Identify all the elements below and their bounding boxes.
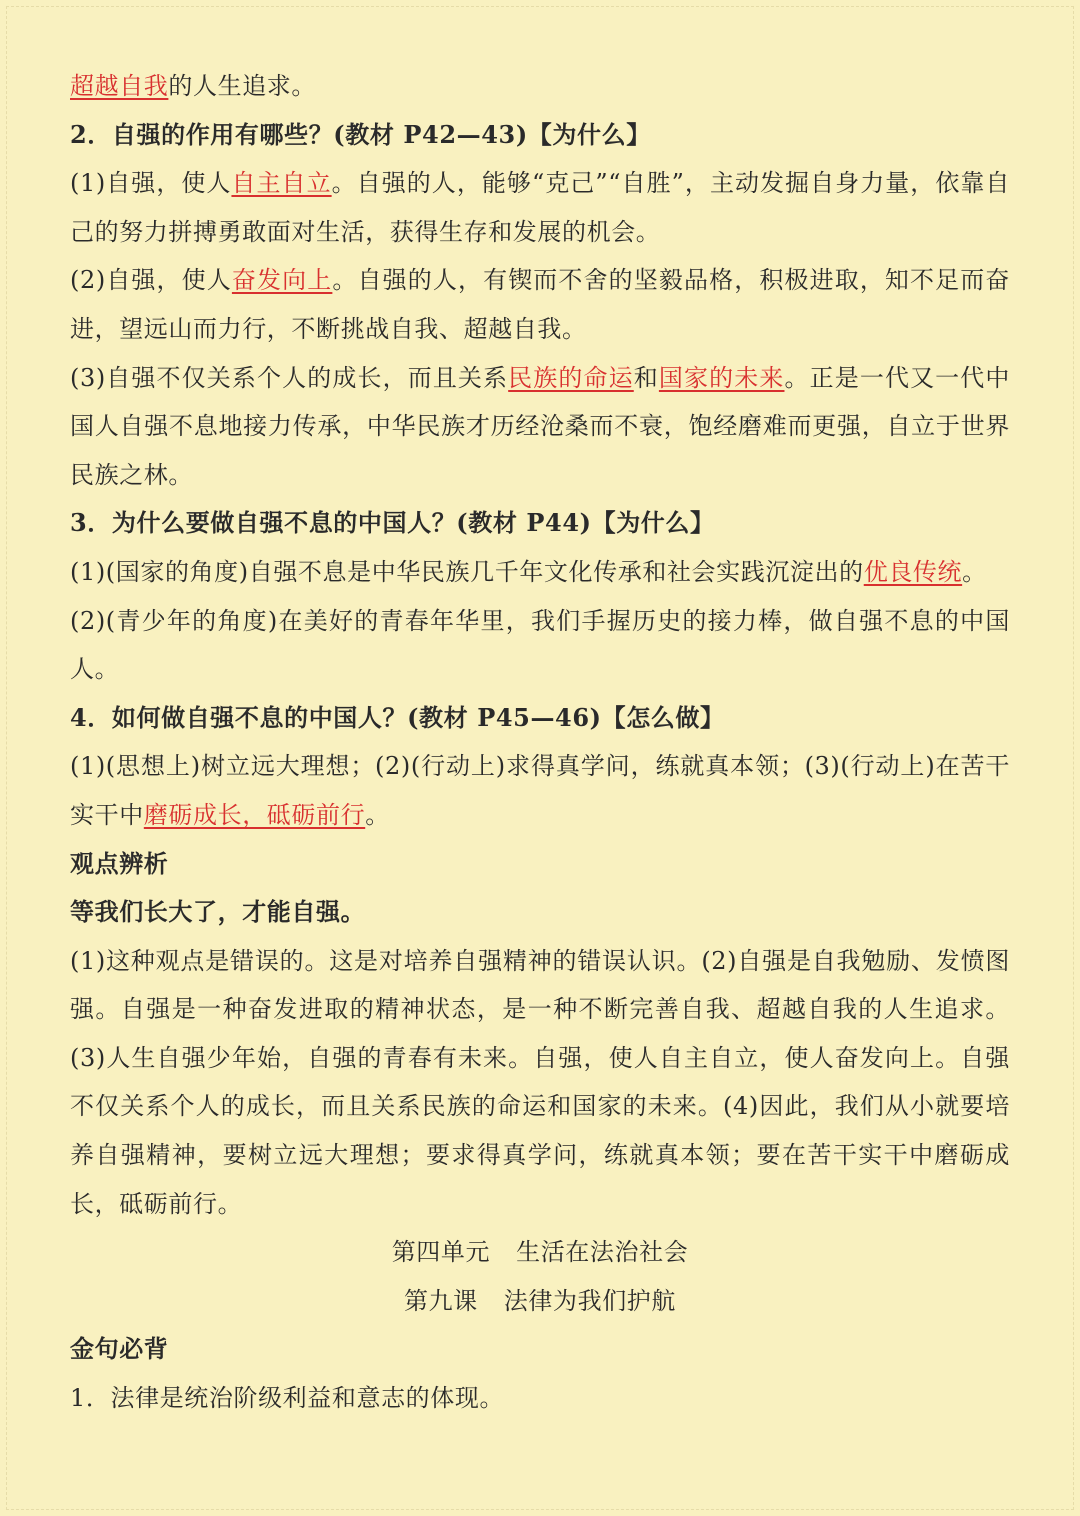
unit-number: 第四单元: [391, 1238, 491, 1267]
lesson-title: [70, 1277, 1010, 1326]
question-4-title: 4．如何做自强不息的中国人？(教材 P45—46)【怎么做】: [70, 702, 725, 732]
golden-heading: 金句必背: [70, 1334, 169, 1364]
document-body: [70, 62, 1010, 1423]
answer-2-1: [70, 159, 1010, 256]
text-run: 和: [633, 363, 659, 392]
unit-title: [70, 1228, 1010, 1277]
text-run: 。自强的人，能够“克己”“自胜”，主动发掘自身力量，依靠自己的努力拼搏勇敢面对生活，获得生存和发展的机会。: [70, 169, 1011, 246]
question-3-title: 3．为什么要做自强不息的中国人？(教材 P44)【为什么】: [70, 508, 715, 538]
golden-item-1: 1．法律是统治阶级利益和意志的体现。: [70, 1384, 505, 1413]
opinion-answer: (1)这种观点是错误的。这是对培养自强精神的错误认识。(2)自强是自我勉励、发愤图强。自强是一种奋发进取的精神状态，是一种不断完善自我、超越自我的人生追求。(3)人生自强少年始，自强的青春有未来。自强，使人自主自立，使人奋发向上。自强不仅关系个人的成长，而且关系民族的命运和国家的未来。(4)因此，我们从小就要培养自强精神，要树立远大理想；要求得真学问，练就真本领；要在苦干实干中磨砺成长，砥砺前行。: [70, 946, 1010, 1218]
question-2-title: 2．自强的作用有哪些？(教材 P42—43)【为什么】: [70, 119, 651, 149]
highlight-term: 优良传统: [863, 557, 963, 586]
unit-name: 生活在法治社会: [516, 1238, 689, 1267]
text-run: (1)自强，使人: [70, 169, 232, 198]
text-run: 的人生追求。: [168, 72, 317, 100]
highlight-term: 自主自立: [231, 169, 332, 198]
paragraph-continuation: [70, 62, 1010, 111]
answer-2-3: [70, 354, 1010, 500]
answer-3-1: [70, 548, 1010, 597]
opinion-statement: 等我们长大了，才能自强。: [70, 897, 366, 927]
lesson-number: 第九课: [403, 1286, 478, 1315]
text-run: (2)自强，使人: [70, 266, 232, 295]
text-run: 。正是一代又一代中国人自强不息地接力传承，中华民族才历经沧桑而不衰，饱经磨难而更强，自立于世界民族之林。: [70, 363, 1011, 489]
answer-3-2: (2)(青少年的角度)在美好的青春年华里，我们手握历史的接力棒，做自强不息的中国人。: [70, 606, 1010, 684]
highlight-term: 超越自我: [70, 72, 169, 100]
answer-2-2: [70, 256, 1010, 353]
highlight-term: 磨砺成长，砥砺前行: [143, 800, 366, 829]
highlight-term: 奋发向上: [231, 266, 333, 295]
highlight-term: 国家的未来: [658, 363, 785, 392]
text-run: 。: [365, 800, 390, 829]
text-run: 。自强的人，有锲而不舍的坚毅品格，积极进取，知不足而奋进，望远山而力行，不断挑战自我、超越自我。: [70, 266, 1011, 343]
text-run: 。: [962, 557, 987, 586]
answer-4-1: [70, 742, 1010, 839]
text-run: (1)(思想上)树立远大理想；(2)(行动上)求得真学问，练就真本领；(3)(行动上)在苦干实干中: [70, 752, 1010, 829]
opinion-heading: 观点辨析: [70, 848, 169, 878]
text-run: (3)自强不仅关系个人的成长，而且关系: [70, 363, 509, 392]
highlight-term: 民族的命运: [508, 363, 634, 392]
text-run: (1)(国家的角度)自强不息是中华民族几千年文化传承和社会实践沉淀出的: [70, 557, 864, 586]
lesson-name: 法律为我们护航: [503, 1286, 676, 1315]
